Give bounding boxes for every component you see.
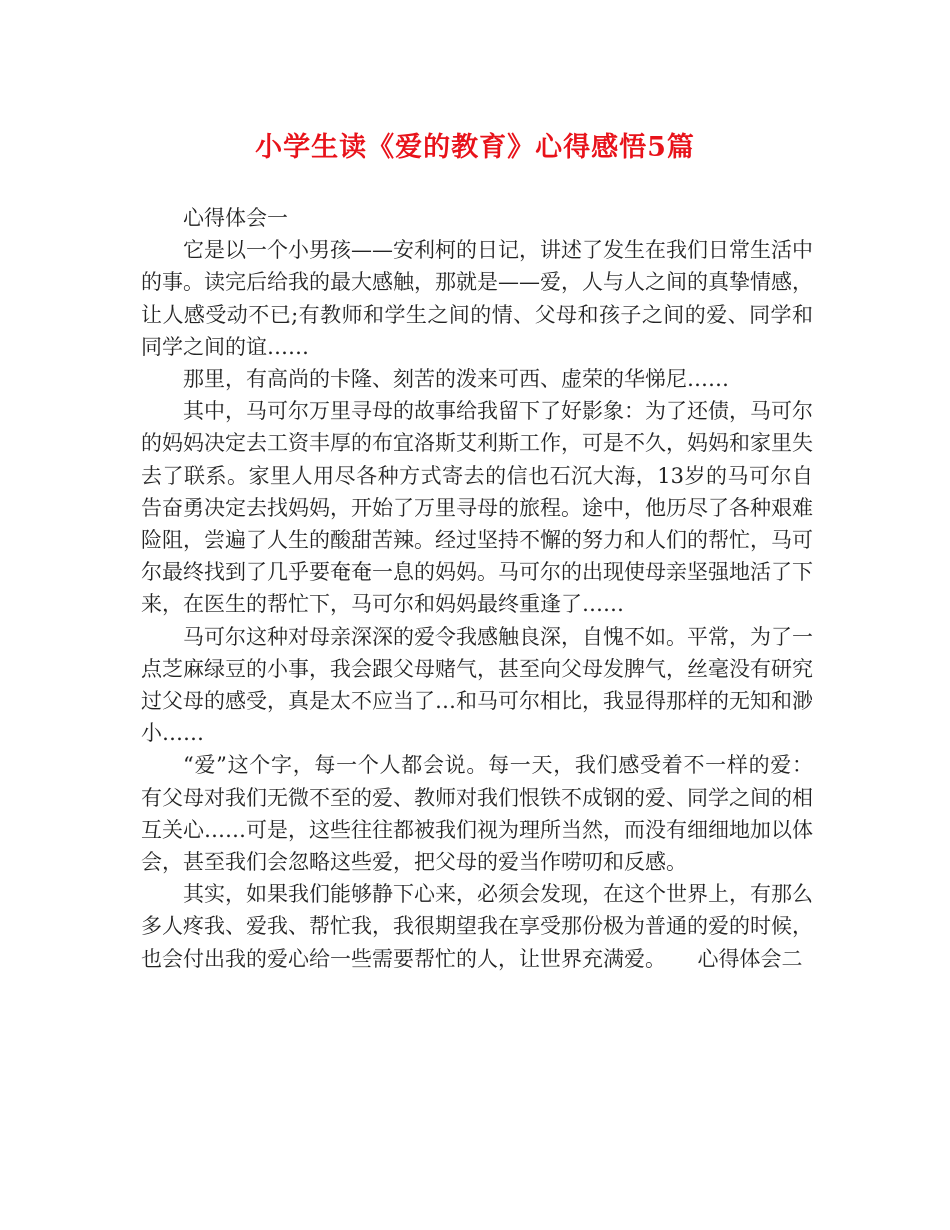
body-paragraph: 马可尔这种对母亲深深的爱令我感触良深，自愧不如。平常，为了一点芝麻绿豆的小事，我会跟父母赌气，甚至向父母发脾气，丝毫没有研究过父母的感受，真是太不应当了…和马可尔相比，我显得那样的无知和渺小…… (141, 624, 813, 746)
body-paragraph: 其中，马可尔万里寻母的故事给我留下了好影象：为了还债，马可尔的妈妈决定去工资丰厚的布宜洛斯艾利斯工作，可是不久，妈妈和家里失去了联系。家里人用尽各种方式寄去的信也石沉大海，13岁的马可尔自告奋勇决定去找妈妈，开始了万里寻母的旅程。途中，他历尽了各种艰难险阻，尝遍了人生的酸甜苦辣。经过坚持不懈的努力和人们的帮忙，马可尔最终找到了几乎要奄奄一息的妈妈。马可尔的出现使母亲坚强地活了下来，在医生的帮忙下，马可尔和妈妈最终重逢了…… (141, 399, 813, 617)
body-paragraph: 它是以一个小男孩——安利柯的日记，讲述了发生在我们日常生活中的事。读完后给我的最大感触，那就是——爱，人与人之间的真挚情感，让人感受动不已;有教师和学生之间的情、父母和孩子之间的爱、同学和同学之间的谊…… (141, 238, 813, 359)
body-paragraph: 其实，如果我们能够静下心来，必须会发现，在这个世界上，有那么多人疼我、爱我、帮忙我，我很期望我在享受那份极为普通的爱的时候，也会付出我的爱心给一些需要帮忙的人，让世界充满爱。 心得体会二 (141, 882, 813, 971)
document-title: 小学生读《爱的教育》心得感悟5篇 (255, 132, 695, 163)
body-paragraph: 那里，有高尚的卡隆、刻苦的泼来可西、虚荣的华悌尼…… (183, 367, 729, 392)
section-heading: 心得体会一 (183, 206, 288, 230)
document-body (141, 202, 813, 975)
body-paragraph: “爱”这个字，每一个人都会说。每一天，我们感受着不一样的爱：有父母对我们无微不至的爱、教师对我们恨铁不成钢的爱、同学之间的相互关心……可是，这些往往都被我们视为理所当然，而没有细细地加以体会，甚至我们会忽略这些爱，把父母的爱当作唠叨和反感。 (141, 753, 813, 875)
